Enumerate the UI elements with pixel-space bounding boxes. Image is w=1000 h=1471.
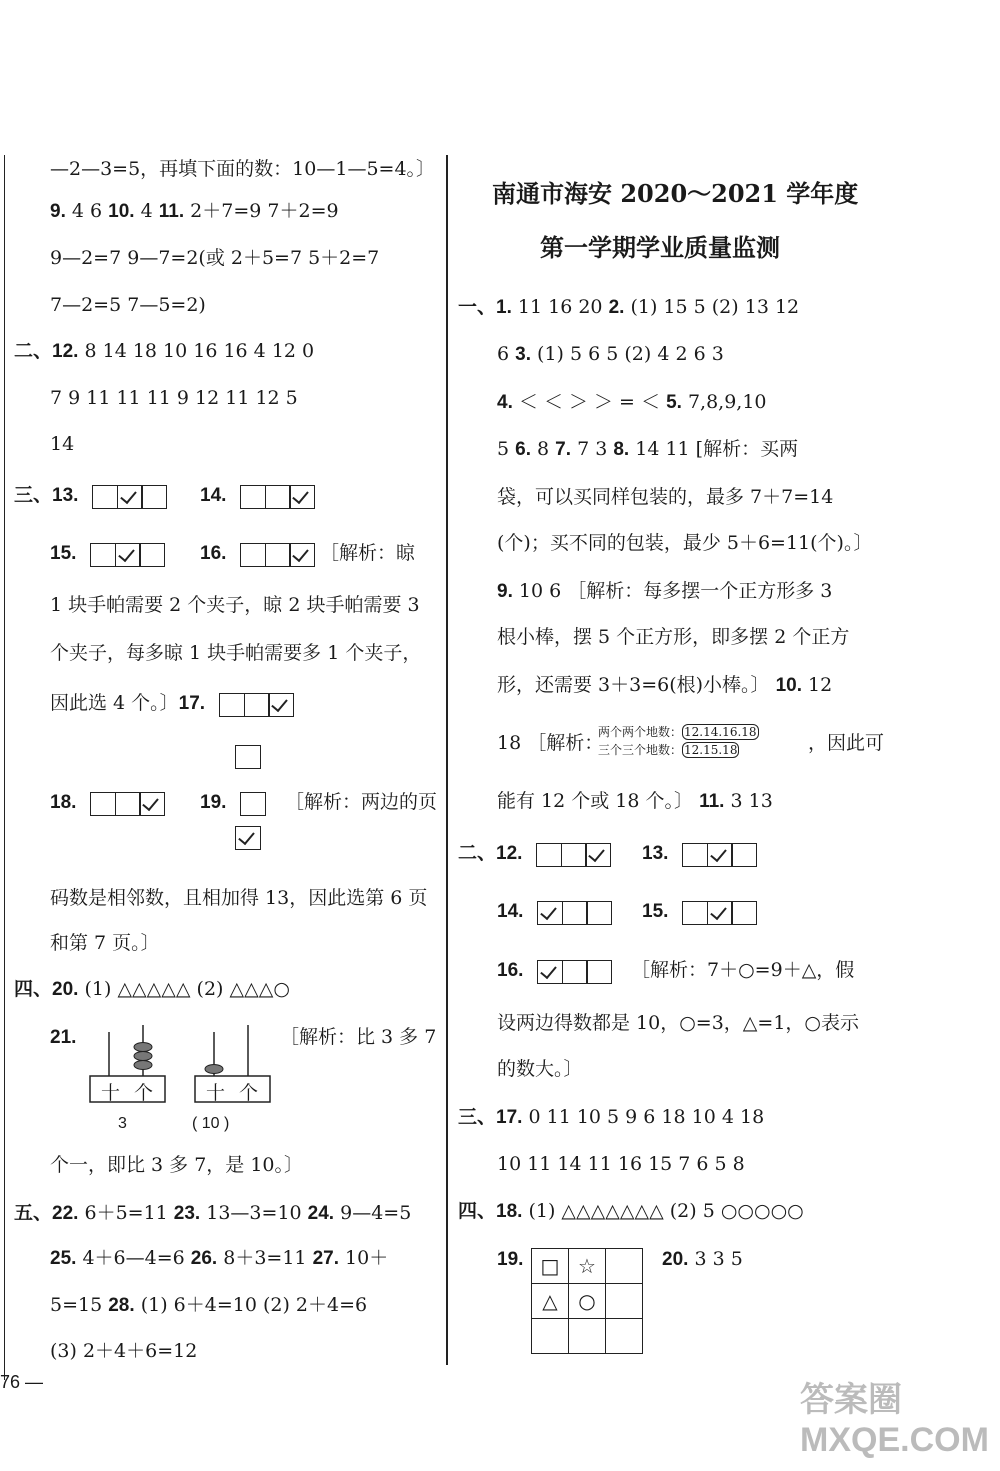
text-fragment: 三、 xyxy=(14,485,53,506)
text-fragment: 14. xyxy=(200,485,227,506)
empty-box xyxy=(244,693,270,717)
text-fragment: 二、 xyxy=(458,843,497,864)
text-fragment: 四、 xyxy=(458,1201,497,1222)
left-q15 xyxy=(50,540,164,567)
empty-box xyxy=(240,792,266,816)
text-fragment: 7. xyxy=(555,439,572,460)
text-fragment: 3 13 xyxy=(724,790,773,812)
left-section-3 xyxy=(14,482,166,509)
text-fragment: 28. xyxy=(108,1295,135,1316)
left-section-2 xyxy=(14,338,314,365)
q19-bottom-box xyxy=(235,826,261,850)
text-fragment: 23. xyxy=(173,1203,201,1224)
text-fragment: 15. xyxy=(50,543,77,564)
abacus1-value: 3 xyxy=(118,1115,127,1132)
empty-box xyxy=(240,485,266,509)
grid-cell xyxy=(569,1319,606,1354)
text-fragment xyxy=(90,790,164,816)
checked-box xyxy=(289,543,315,567)
empty-box xyxy=(562,960,588,984)
checked-box xyxy=(139,792,165,816)
text-fragment: 12. xyxy=(496,843,523,864)
exam-title-line-1: 南通市海安 2020～2021 学年度 xyxy=(492,179,859,208)
text-fragment: ［解析：晾 xyxy=(320,542,416,564)
q19-top-box xyxy=(235,745,261,769)
left-q19 xyxy=(200,789,437,816)
grid-cell-triangle: △ xyxy=(532,1284,569,1319)
text-fragment: 一、 xyxy=(458,297,497,318)
right-section-2 xyxy=(458,840,610,867)
text-fragment: 21. xyxy=(50,1027,77,1048)
text-fragment: 8. xyxy=(613,439,630,460)
right-line-18: 10 11 14 11 16 15 7 6 5 8 xyxy=(497,1153,745,1175)
text-fragment: 10 6 ［解析：每多摆一个正方形多 3 xyxy=(512,580,833,602)
text-fragment: 10＋ xyxy=(338,1247,389,1269)
text-fragment: (1) △△△△△ (2) △△△○ xyxy=(84,978,290,1000)
right-line-10: 18 ［解析： xyxy=(497,732,604,754)
left-line-21 xyxy=(50,1292,367,1319)
text-fragment: 25. xyxy=(50,1248,77,1269)
text-fragment xyxy=(240,790,265,816)
text-fragment: 13. xyxy=(52,485,79,506)
left-line-15: 和第 7 页。〕 xyxy=(50,932,160,954)
page-number: 76 — xyxy=(0,1372,44,1392)
left-line-6: 7 9 11 11 11 9 12 11 12 5 xyxy=(50,387,298,409)
grid-cell-star: ☆ xyxy=(569,1249,606,1284)
checked-box xyxy=(707,843,733,867)
text-fragment: 3. xyxy=(515,344,531,365)
text-fragment: 7 3 xyxy=(571,438,614,460)
text-fragment: (1) 6＋4=10 (2) 2＋4=6 xyxy=(134,1294,368,1316)
text-fragment: 0 11 10 5 9 6 18 10 4 18 xyxy=(522,1106,765,1128)
empty-box xyxy=(561,843,587,867)
left-line-20 xyxy=(50,1245,388,1272)
left-line-4: 7—2=5 7—5=2) xyxy=(50,294,206,316)
empty-box xyxy=(586,901,612,925)
right-q13 xyxy=(642,840,756,867)
text-fragment: 五、 xyxy=(14,1203,53,1224)
text-fragment: 13—3=10 xyxy=(200,1202,308,1224)
text-fragment: 10. xyxy=(775,675,803,696)
left-line-2 xyxy=(50,198,339,225)
right-section-1 xyxy=(458,294,799,321)
text-fragment: 18. xyxy=(496,1201,523,1222)
grid-cell xyxy=(532,1319,569,1354)
left-line-14: 码数是相邻数，且相加得 13，因此选第 6 页 xyxy=(50,887,428,909)
text-fragment: 9. xyxy=(497,581,513,602)
text-fragment xyxy=(90,541,164,567)
empty-box xyxy=(92,485,118,509)
right-line-6: (个)；买不同的包装，最少 5＋6=11(个)。〕 xyxy=(497,532,873,554)
grid-cell-circle: ○ xyxy=(569,1284,606,1319)
text-fragment: 14. xyxy=(497,901,524,922)
text-fragment: 11 16 20 xyxy=(511,296,609,318)
text-fragment: 9. xyxy=(50,201,66,222)
checked-box xyxy=(585,843,611,867)
grid-cell xyxy=(606,1284,643,1319)
checked-box xyxy=(115,543,141,567)
empty-box xyxy=(219,693,245,717)
text-fragment: 4. xyxy=(497,392,513,413)
text-fragment: 2＋7=9 7＋2=9 xyxy=(184,200,339,222)
left-line-18: 个一，即比 3 多 7，是 10。〕 xyxy=(50,1154,304,1176)
shape-grid xyxy=(531,1248,643,1354)
text-fragment: 27. xyxy=(312,1248,339,1269)
text-fragment: 17. xyxy=(496,1107,523,1128)
text-fragment: 3 3 5 xyxy=(688,1248,743,1270)
watermark-logo: 答案圈 MXQE.COM xyxy=(800,1381,989,1459)
text-fragment xyxy=(240,483,314,509)
text-fragment: 18. xyxy=(50,792,77,813)
right-q20 xyxy=(662,1246,743,1273)
empty-box xyxy=(731,901,757,925)
empty-box xyxy=(240,543,266,567)
text-fragment: ［解析：7＋○=9＋△，假 xyxy=(631,959,855,981)
text-fragment: 13. xyxy=(642,843,669,864)
left-line-12 xyxy=(50,690,293,717)
empty-box xyxy=(682,901,708,925)
grid-cell xyxy=(606,1319,643,1354)
text-fragment: 15. xyxy=(642,901,669,922)
empty-box xyxy=(586,960,612,984)
right-line-11 xyxy=(497,788,773,815)
empty-box xyxy=(265,543,291,567)
checked-box xyxy=(537,901,563,925)
left-q14 xyxy=(200,482,314,509)
text-fragment xyxy=(537,958,611,984)
right-line-4 xyxy=(497,436,798,463)
left-margin-line xyxy=(4,155,5,1380)
text-fragment: ［解析：两边的页 xyxy=(285,791,438,813)
text-fragment: (1) 5 6 5 (2) 4 2 6 3 xyxy=(531,343,724,365)
right-line-16: 的数大。〕 xyxy=(497,1058,583,1080)
text-fragment: 4 xyxy=(134,200,159,222)
right-q19 xyxy=(497,1246,523,1273)
text-fragment xyxy=(92,483,166,509)
text-fragment: 2. xyxy=(608,297,625,318)
text-fragment: 16. xyxy=(497,960,524,981)
text-fragment: 17. xyxy=(178,693,206,714)
left-line-7: 14 xyxy=(50,433,75,455)
right-line-10-end: ，因此可 xyxy=(808,732,885,754)
text-fragment: 1. xyxy=(496,297,512,318)
abacus2-ten-label: 十 xyxy=(206,1082,226,1104)
checked-box xyxy=(289,485,315,509)
empty-box xyxy=(90,792,116,816)
right-q14 xyxy=(497,898,611,925)
text-fragment: (1) △△△△△△△ (2) 5 ○○○○○ xyxy=(522,1200,804,1222)
right-line-2 xyxy=(497,341,724,368)
text-fragment xyxy=(682,899,756,925)
text-fragment: 14 11 [解析：买两 xyxy=(629,438,799,460)
text-fragment: 6＋5=11 xyxy=(78,1202,174,1224)
abacus-diagram xyxy=(85,1020,285,1135)
empty-box xyxy=(536,843,562,867)
left-section-5 xyxy=(14,1200,411,1227)
empty-box xyxy=(139,543,165,567)
left-line-11: 个夹子，每多晾 1 块手帕需要多 1 个夹子， xyxy=(50,642,422,664)
text-fragment: 4 6 xyxy=(65,200,109,222)
right-q15 xyxy=(642,898,756,925)
right-line-8: 根小棒，摆 5 个正方形，即多摆 2 个正方 xyxy=(497,626,850,648)
left-line-22: (3) 2＋4＋6=12 xyxy=(50,1340,198,1362)
text-fragment: 5. xyxy=(666,392,682,413)
text-fragment: 三、 xyxy=(458,1107,497,1128)
text-fragment: 9—4=5 xyxy=(334,1202,412,1224)
checked-box xyxy=(537,960,563,984)
text-fragment: 5=15 xyxy=(50,1294,109,1316)
text-fragment: 6. xyxy=(515,439,531,460)
left-line-1: —2—3=5，再填下面的数：10—1—5=4。〕 xyxy=(50,158,436,180)
grid-cell-square: □ xyxy=(532,1249,569,1284)
left-q21-note: ［解析：比 3 多 7 xyxy=(280,1026,437,1048)
text-fragment: 二、 xyxy=(14,341,53,362)
empty-box xyxy=(265,485,291,509)
text-fragment: 19. xyxy=(200,792,227,813)
text-fragment: 22. xyxy=(52,1203,79,1224)
text-fragment xyxy=(219,691,293,717)
text-fragment: 8 14 18 10 16 16 4 12 0 xyxy=(78,340,315,362)
abacus2-one-label: 个 xyxy=(239,1082,259,1104)
text-fragment: 12. xyxy=(52,341,79,362)
empty-box xyxy=(90,543,116,567)
right-line-5: 袋，可以买同样包装的，最多 7＋7=14 xyxy=(497,486,834,508)
text-fragment: ＜ ＜ ＞ ＞ = ＜ xyxy=(512,391,667,413)
right-line-9 xyxy=(497,672,832,699)
right-q16 xyxy=(497,957,854,984)
text-fragment: 7,8,9,10 xyxy=(681,391,767,413)
text-fragment: 形，还需要 3＋3=6(根)小棒。〕 xyxy=(497,674,776,696)
text-fragment: 24. xyxy=(307,1203,335,1224)
counting-note: 两个两个地数： 12.14.16.18 三个三个地数： 12.15.18 xyxy=(598,725,757,757)
text-fragment: 20. xyxy=(662,1249,689,1270)
text-fragment: 11. xyxy=(699,791,725,812)
text-fragment: 8 xyxy=(531,438,556,460)
text-fragment: 4＋6—4=6 xyxy=(76,1247,191,1269)
empty-box xyxy=(731,843,757,867)
left-line-10: 1 块手帕需要 2 个夹子，晾 2 块手帕需要 3 xyxy=(50,594,420,616)
left-line-3: 9—2=7 9—7=2(或 2＋5=7 5＋2=7 xyxy=(50,247,380,269)
empty-box xyxy=(682,843,708,867)
empty-box xyxy=(115,792,141,816)
left-q18 xyxy=(50,789,164,816)
text-fragment: 26. xyxy=(190,1248,218,1269)
text-fragment: 19. xyxy=(497,1249,524,1270)
right-section-4 xyxy=(458,1198,804,1225)
checked-box xyxy=(707,901,733,925)
text-fragment: 20. xyxy=(52,979,79,1000)
text-fragment: 12 xyxy=(802,674,833,696)
text-fragment: 16. xyxy=(200,543,227,564)
text-fragment: 因此选 4 个。〕 xyxy=(50,692,179,714)
abacus1-ten-label: 十 xyxy=(101,1082,121,1104)
text-fragment: 10. xyxy=(108,201,135,222)
text-fragment: 能有 12 个或 18 个。〕 xyxy=(497,790,700,812)
abacus2-value: ( 10 ) xyxy=(192,1115,230,1132)
exam-title-line-2: 第一学期学业质量监测 xyxy=(540,233,780,262)
left-q21 xyxy=(50,1024,76,1051)
empty-box xyxy=(141,485,167,509)
left-q16 xyxy=(200,540,415,567)
left-section-4 xyxy=(14,976,290,1003)
text-fragment: 5 xyxy=(497,438,516,460)
empty-box xyxy=(562,901,588,925)
right-line-15: 设两边得数都是 10，○=3，△=1，○表示 xyxy=(497,1012,860,1034)
text-fragment xyxy=(240,541,314,567)
text-fragment: 6 xyxy=(497,343,516,365)
text-fragment xyxy=(682,841,756,867)
text-fragment xyxy=(537,899,611,925)
abacus1-one-label: 个 xyxy=(134,1082,154,1104)
text-fragment: 四、 xyxy=(14,979,53,1000)
right-section-3 xyxy=(458,1104,764,1131)
grid-cell xyxy=(606,1249,643,1284)
text-fragment: 11. xyxy=(158,201,185,222)
text-fragment: 8＋3=11 xyxy=(217,1247,313,1269)
checked-box xyxy=(268,693,294,717)
right-line-3 xyxy=(497,389,767,416)
text-fragment xyxy=(536,841,610,867)
text-fragment: (1) 15 5 (2) 13 12 xyxy=(624,296,800,318)
right-line-7 xyxy=(497,578,832,605)
column-divider xyxy=(446,155,448,1365)
checked-box xyxy=(117,485,143,509)
